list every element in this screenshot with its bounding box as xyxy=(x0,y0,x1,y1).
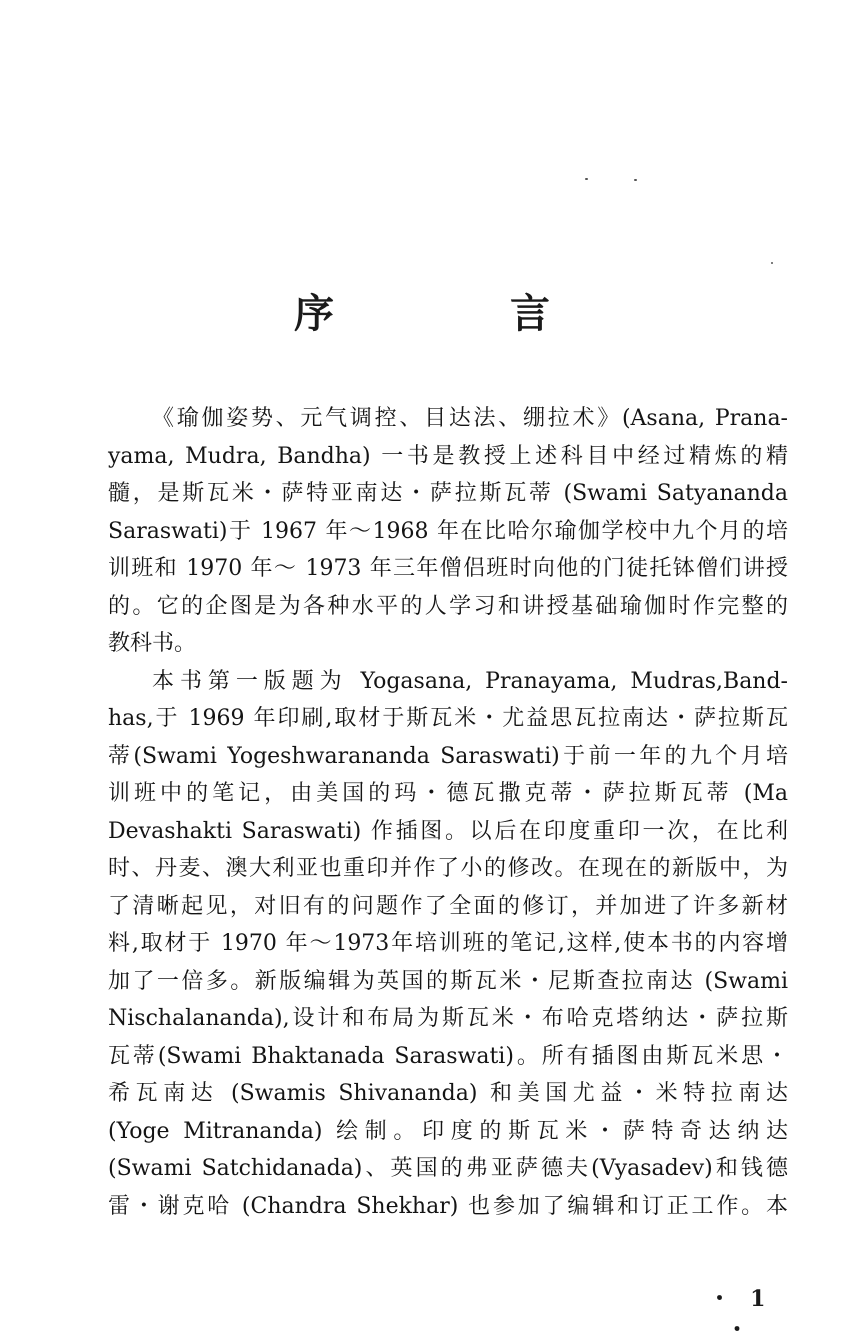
text-line: 本书第一版题为 Yogasana, Pranayama, Mudras,Band- xyxy=(152,668,788,694)
scan-speck xyxy=(634,179,637,181)
paragraph xyxy=(108,400,788,663)
page-title: 序 言 xyxy=(294,290,618,337)
text-line: yama, Mudra, Bandha) 一书是教授上述科目中经过精炼的精 xyxy=(108,443,788,469)
text-line: 瓦蒂(Swami Bhaktanada Saraswati)。所有插图由斯瓦米思・ xyxy=(108,1043,788,1069)
page-number: ・ 1 ・ xyxy=(708,1286,772,1343)
text-line: 时、丹麦、澳大利亚也重印并作了小的修改。在现在的新版中，为 xyxy=(108,856,788,881)
paragraph xyxy=(108,663,788,1226)
text-line: 教科书。 xyxy=(108,631,197,656)
text-line: (Yoge Mitrananda) 绘制。印度的斯瓦米・萨特奇达纳达 xyxy=(108,1118,788,1144)
text-line: Nischalananda),设计和布局为斯瓦米・布哈克塔纳达・萨拉斯 xyxy=(108,1006,788,1031)
text-line: 加了一倍多。新版编辑为英国的斯瓦米・尼斯查拉南达 (Swami xyxy=(108,968,788,994)
text-line: 训班中的笔记，由美国的玛・德瓦撒克蒂・萨拉斯瓦蒂 (Ma xyxy=(108,781,788,806)
scan-speck xyxy=(771,262,773,264)
text-line: Devashakti Saraswati) 作插图。以后在印度重印一次，在比利 xyxy=(108,818,788,844)
text-line: 希瓦南达 (Swamis Shivananda) 和美国尤益・米特拉南达 xyxy=(108,1081,788,1106)
text-line: Saraswati)于 1967 年～1968 年在比哈尔瑜伽学校中九个月的培 xyxy=(108,518,788,544)
text-line: (Swami Satchidanada)、英国的弗亚萨德夫(Vyasadev)和钱德 xyxy=(108,1156,788,1181)
text-line: 了清晰起见，对旧有的问题作了全面的修订，并加进了许多新材 xyxy=(108,893,788,919)
text-line: 《瑜伽姿势、元气调控、目达法、绷拉术》(Asana, Prana- xyxy=(152,406,788,431)
text-line: 的。它的企图是为各种水平的人学习和讲授基础瑜伽时作完整的 xyxy=(108,593,788,619)
text-line: has,于 1969 年印刷,取材于斯瓦米・尤益思瓦拉南达・萨拉斯瓦 xyxy=(108,706,788,731)
text-line: 雷・谢克哈 (Chandra Shekhar) 也参加了编辑和订正工作。本 xyxy=(108,1193,788,1219)
body-text xyxy=(108,400,788,1225)
text-line: 蒂(Swami Yogeshwarananda Saraswati)于前一年的九个月培 xyxy=(108,743,788,769)
text-line: 料,取材于 1970 年～1973年培训班的笔记,这样,使本书的内容增 xyxy=(108,931,788,956)
text-line: 髓，是斯瓦米・萨特亚南达・萨拉斯瓦蒂 (Swami Satyananda xyxy=(108,481,788,506)
text-line: 训班和 1970 年～ 1973 年三年僧侣班时向他的门徒托钵僧们讲授 xyxy=(108,556,788,581)
scan-speck xyxy=(585,178,588,180)
